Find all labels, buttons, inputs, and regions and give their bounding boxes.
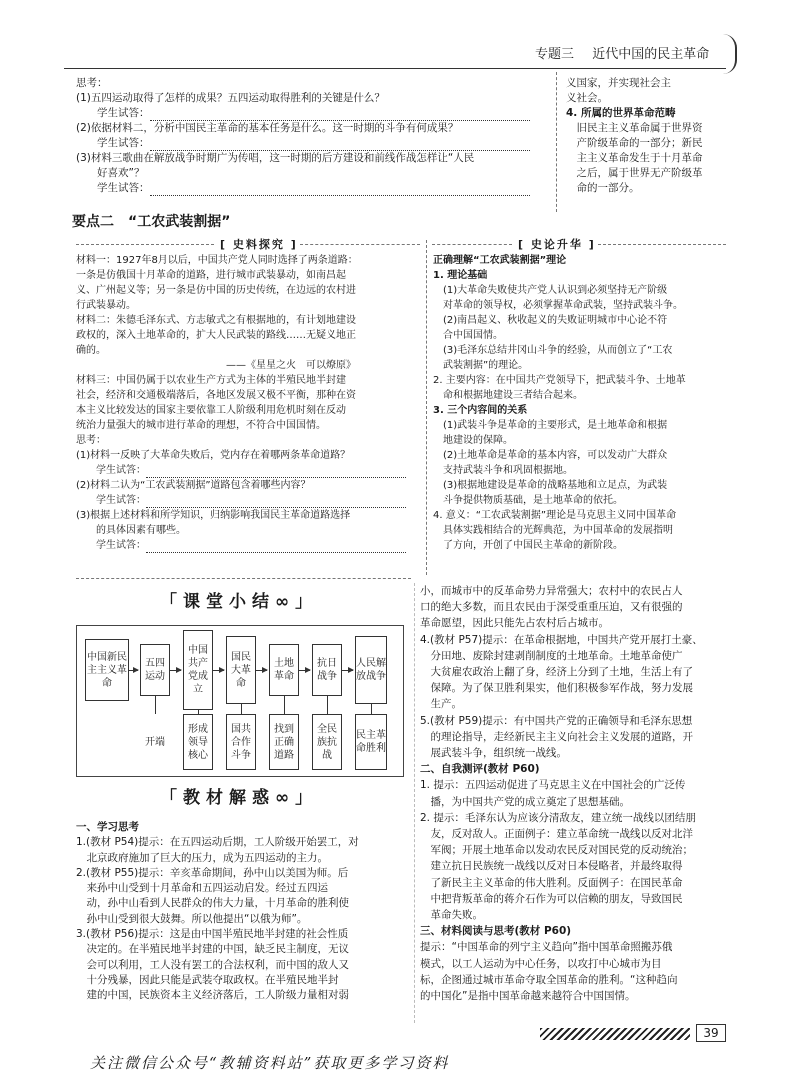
text-line: 2. 提示：毛泽东认为应该分清敌友，建立统一战线以团结朋: [420, 811, 696, 824]
text-line: 义国家，并实现社会主: [566, 77, 671, 89]
text-line: 的具体因素有哪些。: [76, 525, 186, 536]
text-line: 学生试答：: [76, 538, 421, 553]
textbook-left-block: [76, 820, 411, 1004]
lower-column-divider: [414, 583, 415, 1023]
text-line: 来孙中山受到十月革命和五四运动启发。经过五四运: [76, 882, 328, 895]
diagram-arrow: [170, 670, 181, 671]
textbook-title: 「教材解惑∞」: [160, 788, 319, 808]
text-line: 行武装暴动。: [76, 300, 136, 311]
text-line: (3)根据上述材料和所学知识，归纳影响我国民主革命道路选择: [76, 510, 351, 521]
text-line: 十分残暴，因此只能是武装夺取政权。在半殖民地半封: [76, 973, 339, 986]
chapter-title: 近代中国的民主革命: [592, 47, 710, 62]
top-column-divider: [556, 72, 557, 212]
text-line: 保障。为了保卫胜利果实，他们积极参军作战，努力发展: [420, 682, 693, 695]
history-material-block: [76, 253, 421, 553]
text-line: 命和根据地建设三者结合起来。: [433, 390, 583, 401]
theory-block: [433, 253, 728, 553]
text-line: (3)根据地建设是革命的战略基地和立足点，为武装: [433, 480, 668, 491]
text-line: 4. 所属的世界革命范畴: [566, 107, 676, 119]
text-line: (1)五四运动取得了怎样的成果？五四运动取得胜利的关键是什么？: [76, 92, 385, 104]
text-line: 一条是仿俄国十月革命的道路，进行城市武装暴动，如南昌起: [76, 270, 346, 281]
page-number: 39: [696, 1024, 726, 1042]
text-line: 材料三：中国仍属于以农业生产方式为主体的半殖民地半封建: [76, 375, 346, 386]
diagram-arrow: [299, 670, 310, 671]
text-line: 标，企图通过城市革命夺取全国革命的胜利。“这种趋向: [420, 973, 678, 986]
header-rule: [64, 68, 726, 69]
diagram-box-top: 抗日战争: [312, 644, 342, 696]
box-rule-left: [300, 244, 420, 245]
textbook-right-block: [420, 583, 730, 1004]
text-line: (3)毛泽东总结井冈山斗争的经验，从而创立了“工农: [433, 345, 673, 356]
diagram-box-bottom: 民主革命胜利: [355, 714, 387, 770]
text-line: 4. 意义：“工农武装割据”理论是马克思主义同中国革命: [433, 510, 677, 521]
text-line: 展武装斗争，组织统一战线。: [420, 747, 567, 760]
text-line: 提示：“中国革命的列宁主义趋向”指中国革命照搬苏俄: [420, 941, 673, 954]
diagram-connector: [284, 696, 285, 714]
text-line: 社会，经济和交通极端落后，各地区发展又极不平衡，那种在资: [76, 390, 356, 401]
text-line: 合中国国情。: [433, 330, 503, 341]
diagram-connector: [241, 704, 242, 714]
text-line: ——《星星之火 可以燎原》: [76, 360, 356, 371]
text-line: 义社会。: [566, 92, 608, 104]
top-thinking-block: [76, 76, 551, 196]
text-line: 大贫雇农政治上翻了身，经济上分到了土地，生活上有了: [420, 666, 693, 679]
box-rule-right: [432, 244, 512, 245]
top-right-block: [566, 76, 731, 196]
text-line: 建的中国，民族资本主义经济落后，工人阶级力量相对弱: [76, 989, 349, 1002]
text-line: (2)土地革命是革命的基本内容，可以发动广大群众: [433, 450, 668, 461]
text-line: 学生试答：: [76, 181, 551, 196]
text-line: 模式，以工人运动为中心任务，以攻打中心城市为目: [420, 957, 662, 970]
text-line: (1)材料一反映了大革命失败后，党内存在着哪两条革命道路？: [76, 450, 351, 461]
text-line: 决定的。在半殖民地半封建的中国，缺乏民主制度，无议: [76, 943, 349, 956]
text-line: 友，反对敌人。正面例子：建立革命统一战线以反对北洋: [420, 828, 693, 841]
topic-label: 专题三: [535, 47, 575, 62]
text-line: 一、学习思考: [76, 821, 139, 833]
text-line: 学生试答：: [76, 493, 421, 508]
box-rule-left: [76, 244, 214, 245]
text-line: 的理论指导，走经新民主主义向社会主义发展的道路，开: [420, 730, 693, 743]
text-line: (2)南昌起义、秋收起义的失败证明城市中心论不符: [433, 315, 668, 326]
text-line: 中把背叛革命的蒋介石作为可以信赖的朋友，导致国民: [420, 892, 683, 905]
point2-heading: 要点二 “工农武装割据”: [72, 214, 231, 230]
text-line: (1)大革命失败使共产党人认识到必须坚持无产阶级: [433, 285, 668, 296]
text-line: 统治力量强大的城市进行革命的理想，不符合中国国情。: [76, 420, 326, 431]
section-divider: [76, 578, 411, 579]
text-line: 北京政府施加了巨大的压力，成为五四运动的主力。: [76, 851, 328, 864]
text-line: 正确理解“工农武装割据”理论: [433, 255, 567, 266]
text-line: 口的绝大多数，而且农民由于深受重重压迫，又有很强的: [420, 601, 683, 614]
diagram-box-bottom: 形成领导核心: [183, 714, 213, 770]
diagram-connector: [155, 696, 156, 714]
text-line: 4.(教材 P57)提示：在革命根据地，中国共产党开展打土豪、: [420, 633, 703, 646]
diagram-arrow: [256, 670, 267, 671]
diagram-box-top: 国民大革命: [226, 636, 256, 704]
diagram-box-main: 中国新民主主义革命: [85, 639, 129, 701]
text-line: 播，为中国共产党的成立奠定了思想基础。: [420, 795, 630, 808]
diagram-box-top: 人民解放战争: [355, 636, 387, 704]
text-line: 了新民主主义革命的伟大胜利。反面例子：在国民革命: [420, 876, 683, 889]
text-line: 具体实践相结合的光辉典范，为中国革命的发展指明: [433, 525, 673, 536]
diagram-box-bottom: 开端: [140, 714, 170, 770]
text-line: 对革命的领导权，必须掌握革命武装，坚持武装斗争。: [433, 300, 683, 311]
text-line: 小，而城市中的反革命势力异常强大；农村中的农民占人: [420, 585, 683, 597]
text-line: 5.(教材 P59)提示：有中国共产党的正确领导和毛泽东思想: [420, 714, 693, 727]
text-line: 动，孙中山看到人民群众的伟大力量，十月革命的胜利使: [76, 897, 349, 910]
text-line: (2)材料二认为“工农武装割据”道路包含着哪些内容？: [76, 480, 311, 491]
text-line: 材料一：1927年8月以后，中国共产党人同时选择了两条道路：: [76, 255, 358, 266]
text-line: 1.(教材 P54)提示：在五四运动后期，工人阶级开始罢工，对: [76, 836, 359, 849]
text-line: 3. 三个内容间的关系: [433, 405, 528, 416]
page-number-stripes: [540, 1028, 690, 1040]
history-box-label: [ 史料探究 ]: [220, 238, 298, 251]
text-line: 孙中山受到很大鼓舞。所以他提出“以俄为师”。: [76, 912, 308, 925]
summary-title: 「课堂小结∞」: [160, 592, 319, 612]
text-line: 学生试答：: [76, 136, 551, 151]
text-line: 思考：: [76, 77, 108, 89]
text-line: 义、广州起义等；另一条是仿中国的历史传统，在边远的农村进: [76, 285, 356, 296]
diagram-box-top: 五四运动: [140, 644, 170, 696]
text-line: 斗争提供物质基础，是土地革命的依托。: [433, 495, 623, 506]
diagram-connector: [371, 704, 372, 714]
diagram-box-bottom: 国共合作斗争: [226, 714, 256, 770]
theory-box-label: [ 史论升华 ]: [518, 238, 596, 251]
text-line: 本主义比较发达的国家主要依靠工人阶级利用危机时刻在反动: [76, 405, 346, 416]
text-line: 产阶级革命的一部分；新民: [566, 137, 703, 149]
text-line: 二、自我测评(教材 P60): [420, 763, 540, 776]
text-line: (3)材料三歌曲在解放战争时期广为传唱，这一时期的后方建设和前线作战怎样让“人民: [76, 152, 475, 164]
diagram-box-bottom: 全民族抗战: [312, 714, 342, 770]
text-line: 军阀；开展土地革命以发动农民反对国民党的反动统治；: [420, 844, 693, 857]
diagram-arrow: [342, 670, 353, 671]
diagram-box-top: 中国共产党成立: [183, 630, 213, 710]
text-line: 确的。: [76, 345, 106, 356]
text-line: 革命愿望，因此只能先占农村后占城市。: [420, 617, 609, 630]
text-line: 建立抗日民族统一战线以反对日本侵略者，并最终取得: [420, 860, 683, 873]
text-line: 会可以利用，工人没有罢工的合法权利，而中国的敌人又: [76, 958, 349, 971]
text-line: 旧民主主义革命属于世界资: [566, 122, 703, 134]
text-line: 思考：: [76, 435, 106, 446]
text-line: 主主义革命发生于十月革命: [566, 152, 703, 164]
text-line: 三、材料阅读与思考(教材 P60): [420, 925, 572, 938]
diagram-arrow: [129, 670, 138, 671]
text-line: 武装割据”的理论。: [433, 360, 529, 371]
summary-diagram: [76, 625, 404, 777]
text-line: 分田地、废除封建剥削制度的土地革命。土地革命使广: [420, 649, 683, 662]
text-line: 2.(教材 P55)提示：辛亥革命期间，孙中山以美国为师。后: [76, 866, 349, 879]
middle-column-divider: [426, 240, 427, 575]
text-line: 学生试答：: [76, 106, 551, 121]
text-line: 支持武装斗争和巩固根据地。: [433, 465, 573, 476]
text-line: 材料二：朱德毛泽东式、方志敏式之有根据地的，有计划地建设: [76, 315, 356, 326]
footer-note: 关注微信公众号“教辅资料站”获取更多学习资料: [90, 1054, 450, 1072]
text-line: 的中国化”是指中国革命越来越符合中国国情。: [420, 990, 636, 1003]
text-line: 学生试答：: [76, 463, 421, 478]
diagram-box-top: 土地革命: [269, 644, 299, 696]
text-line: 地建设的保障。: [433, 435, 513, 446]
text-line: 之后，属于世界无产阶级革: [566, 167, 703, 179]
page-header: [535, 47, 709, 62]
text-line: (2)依据材料二，分析中国民主革命的基本任务是什么。这一时期的斗争有何成果？: [76, 122, 459, 134]
text-line: (1)武装斗争是革命的主要形式，是土地革命和根据: [433, 420, 668, 431]
text-line: 了方向，开创了中国民主革命的新阶段。: [433, 540, 623, 551]
text-line: 1. 提示：五四运动促进了马克思主义在中国社会的广泛传: [420, 779, 686, 792]
text-line: 生产。: [420, 698, 462, 711]
diagram-box-bottom: 找到正确道路: [269, 714, 299, 770]
text-line: 政权的，深入土地革命的，扩大人民武装的路线……无疑义地正: [76, 330, 356, 341]
text-line: 命的一部分。: [566, 182, 640, 194]
text-line: 1. 理论基础: [433, 270, 488, 281]
text-line: 3.(教材 P56)提示：这是由中国半殖民地半封建的社会性质: [76, 928, 349, 941]
diagram-arrow: [213, 670, 224, 671]
text-line: 2. 主要内容：在中国共产党领导下，把武装斗争、土地革: [433, 375, 686, 386]
diagram-connector: [327, 696, 328, 714]
box-rule-right: [598, 244, 726, 245]
text-line: 革命失败。: [420, 909, 483, 922]
text-line: 好喜欢”？: [76, 167, 145, 179]
